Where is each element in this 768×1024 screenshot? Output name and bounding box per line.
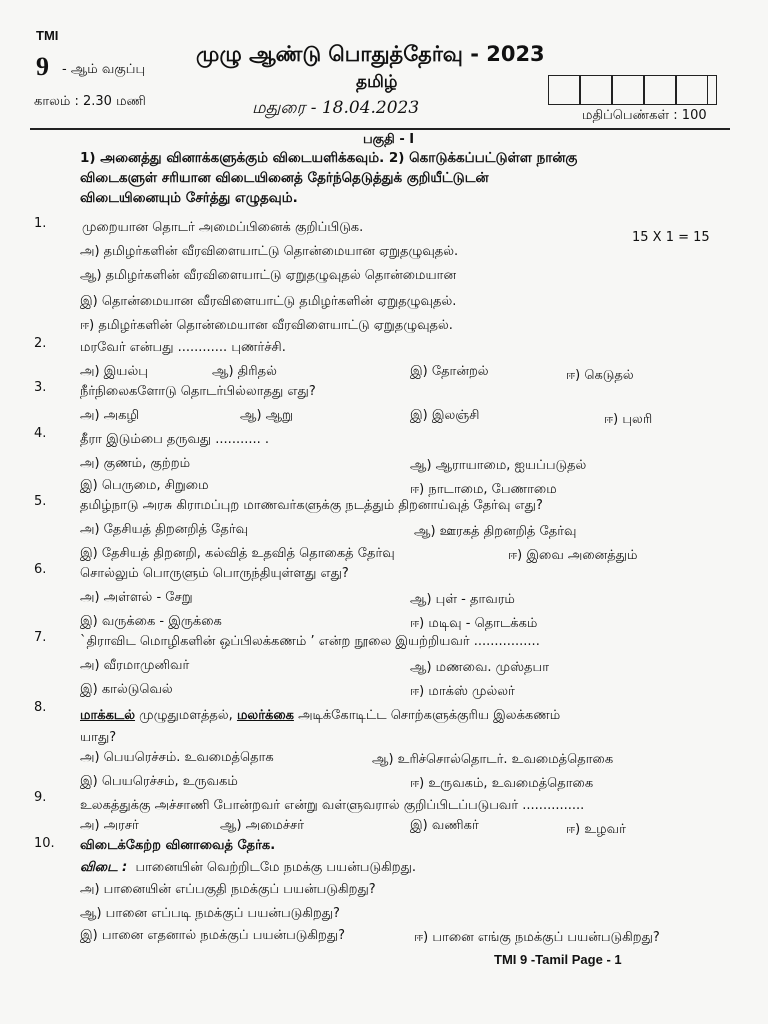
answer-line [80, 860, 416, 876]
roll-number-box [708, 75, 717, 105]
option: ஈ) மாக்ஸ் முல்லர் [410, 684, 515, 699]
option: இ) பெருமை, சிறுமை [80, 478, 209, 493]
option: இ) பானை எதனால் நமக்குப் பயன்படுகிறது? [80, 928, 346, 943]
option: அ) இயல்பு [80, 364, 148, 379]
handwritten-place-date: மதுரை - 18.04.2023 [252, 98, 420, 118]
question-text: நீர்நிலைகளோடு தொடர்பில்லாதது எது? [80, 384, 316, 399]
option: ஈ) மடிவு - தொடக்கம் [410, 616, 538, 631]
option: ஈ) தமிழர்களின் தொன்மையான வீரவிளையாட்டு ஏறுதழுவுதல். [80, 318, 453, 333]
exam-title: முழு ஆண்டு பொதுத்தேர்வு - 2023 [196, 42, 545, 66]
question-number: 3. [34, 380, 47, 395]
option: ஈ) இவை அனைத்தும் [508, 548, 638, 563]
page-footer: TMI 9 -Tamil Page - 1 [494, 952, 622, 967]
option: அ) வீரமாமுனிவர் [80, 658, 190, 673]
option: அ) பெயரெச்சம். உவமைத்தொக [80, 750, 274, 765]
roll-number-box [548, 75, 580, 105]
option: ஈ) உழவர் [566, 822, 626, 837]
subject-title: தமிழ் [356, 72, 398, 92]
instruction-line: விடைகளுள் சரியான விடையினைத் தேர்ந்தெடுத்துக் குறியீட்டுடன் [80, 170, 489, 186]
option: அ) அரசர் [80, 818, 139, 833]
option: ஈ) நாடாமை, பேணாமை [410, 482, 557, 497]
school-code: TMI [36, 28, 59, 43]
option: ஆ) ஆராயாமை, ஐயப்படுதல் [410, 458, 587, 473]
option: இ) கால்டுவெல் [80, 682, 173, 697]
option: ஆ) அமைச்சர் [220, 818, 305, 833]
option: ஈ) உருவகம், உவமைத்தொகை [410, 776, 594, 791]
option: அ) அள்ளல் - சேறு [80, 590, 193, 605]
option: அ) அகழி [80, 408, 140, 423]
option: அ) குணம், குற்றம் [80, 456, 191, 471]
option: ஆ) உரிச்சொல்தொடர். உவமைத்தொகை [372, 752, 614, 767]
underlined-word: மாக்கடல் [80, 708, 136, 723]
question-text-part: முழுதுமளத்தல், [135, 708, 237, 723]
option: ஆ) மணவை. முஸ்தபா [410, 660, 549, 675]
question-text: தமிழ்நாடு அரசு கிராமப்புற மாணவர்களுக்கு நடத்தும் திறனாய்வுத் தேர்வு எது? [80, 498, 543, 513]
option: இ) வணிகர் [410, 818, 479, 833]
question-text [80, 708, 560, 724]
underlined-word: மலர்க்கை [236, 708, 294, 723]
instruction-line: 1) அனைத்து வினாக்களுக்கும் விடையளிக்கவும். 2) கொடுக்கப்பட்டுள்ள நான்கு [80, 150, 578, 166]
grade-label: - ஆம் வகுப்பு [62, 62, 146, 77]
option: அ) தேசியத் திறனறித் தேர்வு [80, 522, 249, 537]
roll-number-box [676, 75, 708, 105]
question-text-continued: யாது? [80, 730, 117, 745]
answer-text: பானையின் வெற்றிடமே நமக்கு பயன்படுகிறது. [135, 860, 416, 875]
question-number: 5. [34, 494, 47, 509]
option: ஈ) புலரி [604, 412, 653, 427]
option: ஈ) கெடுதல் [566, 368, 634, 383]
option: இ) வருக்கை - இருக்கை [80, 614, 222, 629]
option: இ) தோன்றல் [410, 364, 489, 379]
max-marks: மதிப்பெண்கள் : 100 [582, 108, 707, 123]
question-number: 4. [34, 426, 47, 441]
roll-number-box [644, 75, 676, 105]
header-divider [30, 128, 730, 130]
option: இ) தேசியத் திறனறி, கல்வித் உதவித் தொகைத் தேர்வு [80, 546, 395, 561]
option: ஆ) ஆறு [240, 408, 293, 423]
grade-number: 9 [36, 52, 49, 81]
marks-scheme: 15 X 1 = 15 [632, 230, 710, 245]
option: ஆ) ஊரகத் திறனறித் தேர்வு [414, 524, 577, 539]
question-number: 1. [34, 216, 47, 231]
instruction-line: விடையினையும் சேர்த்து எழுதவும். [80, 190, 298, 206]
question-text: விடைக்கேற்ற வினாவைத் தேர்க. [80, 838, 276, 853]
option: ஈ) பானை எங்கு நமக்குப் பயன்படுகிறது? [414, 930, 660, 945]
question-text: தீரா இடும்பை தருவது ........... . [80, 432, 270, 447]
question-number: 2. [34, 336, 47, 351]
option: இ) தொன்மையான வீரவிளையாட்டு தமிழர்களின் ஏறுதழுவுதல். [80, 294, 457, 309]
section-title: பகுதி - I [363, 132, 415, 147]
question-text: உலகத்துக்கு அச்சாணி போன்றவர் என்று வள்ளுவரால் குறிப்பிடப்படுபவர் ............... [80, 798, 585, 813]
question-number: 6. [34, 562, 47, 577]
option: அ) பானையின் எப்பகுதி நமக்குப் பயன்படுகிறது? [80, 882, 376, 897]
question-text: முறையான தொடர் அமைப்பினைக் குறிப்பிடுக. [82, 220, 364, 235]
question-text: மரவேர் என்பது ............ புணர்ச்சி. [80, 340, 286, 355]
option: இ) இலஞ்சி [410, 408, 480, 423]
roll-number-box [580, 75, 612, 105]
question-text: `திராவிட மொழிகளின் ஒப்பிலக்கணம் ’ என்ற நூலை இயற்றியவர் ................ [80, 634, 540, 649]
option: ஆ) புள் - தாவரம் [410, 592, 515, 607]
question-number: 8. [34, 700, 47, 715]
option: ஆ) பானை எப்படி நமக்குப் பயன்படுகிறது? [80, 906, 340, 921]
answer-label: விடை : [80, 860, 128, 875]
question-text: சொல்லும் பொருளும் பொருந்தியுள்ளது எது? [80, 566, 349, 581]
option: அ) தமிழர்களின் வீரவிளையாட்டு தொன்மையான ஏறுதழுவுதல். [80, 244, 459, 259]
roll-number-box [612, 75, 644, 105]
question-number: 7. [34, 630, 47, 645]
option: ஆ) தமிழர்களின் வீரவிளையாட்டு ஏறுதழுவுதல் தொன்மையான [80, 268, 457, 283]
question-number: 10. [34, 836, 55, 851]
option: ஆ) திரிதல் [212, 364, 277, 379]
option: இ) பெயரெச்சம், உருவகம் [80, 774, 238, 789]
question-text-part: அடிக்கோடிட்ட சொற்களுக்குரிய இலக்கணம் [293, 708, 561, 723]
question-number: 9. [34, 790, 47, 805]
exam-duration: காலம் : 2.30 மணி [34, 94, 146, 109]
